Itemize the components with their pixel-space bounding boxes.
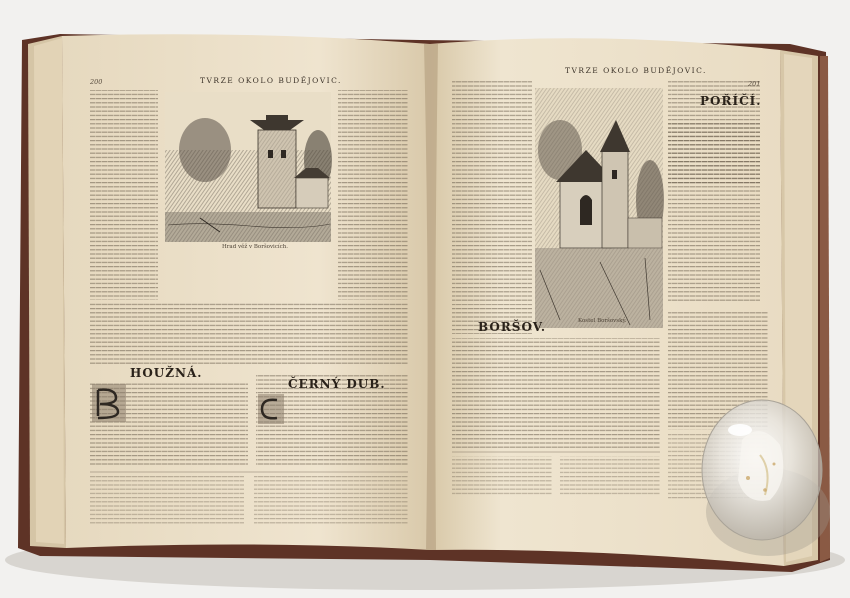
right-page-number: 201 [748, 80, 761, 88]
drop-cap-right [258, 394, 284, 424]
heading-borsov: BORŠOV. [478, 320, 547, 334]
left-illustration [165, 92, 332, 242]
heading-cerny-dub: ČERNÝ DUB. [288, 377, 386, 391]
left-running-header: TVRZE OKOLO BUDĚJOVIC. [200, 76, 342, 85]
right-illustration [535, 88, 664, 328]
heading-houzna: HOUŽNÁ. [130, 366, 203, 380]
left-page-number: 200 [90, 78, 103, 86]
heading-porici: POŘÍČÍ. [700, 94, 762, 108]
left-figure-caption: Hrad věž v Boršovicích. [222, 244, 289, 250]
drop-cap-left [92, 384, 126, 422]
right-running-header: TVRZE OKOLO BUDĚJOVIC. [565, 66, 707, 75]
right-figure-caption: Kostel Boršovský. [578, 318, 627, 324]
